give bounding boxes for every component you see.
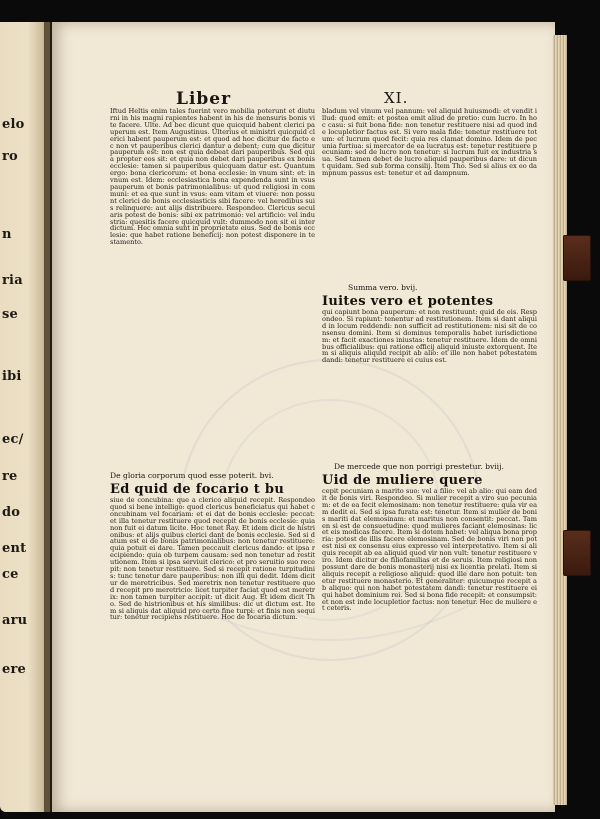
margin-fragment: ibi	[2, 369, 22, 384]
folio-number: XI.	[384, 89, 409, 107]
facing-page-left	[0, 22, 50, 812]
running-head-liber: Liber	[176, 89, 232, 109]
margin-fragment: ro	[2, 149, 18, 164]
section-heading: Iuites vero et potentes	[322, 294, 494, 309]
clasp-bottom	[563, 530, 591, 576]
margin-fragment: do	[2, 505, 21, 520]
margin-fragment: ere	[2, 662, 26, 677]
clasp-top	[563, 235, 591, 281]
text-column-left	[110, 108, 315, 759]
margin-fragment: n	[2, 227, 12, 242]
margin-fragment: se	[2, 307, 18, 322]
paragraph: bladum vel vinum vel pannum: vel aliquid huiusmodi: et vendit illud: quod emit: et postea emit aliud de pretio: cum lucro. In hoc casu: si fuit bona fide: non tenetur restituere nisi ad quod inde locupletior factus est. Si vero mala fide: tenetur restituere totum: et lucrum quod fecit: quia res clamat domino. Idem de pecunia furtiua: si mercator de ea lucratus est: tenetur restituere pecuniam: sed de lucro non tenetur: si lucrum fuit ex industria sua. Sed tamen debet de lucro aliquid pauperibus dare: ut dicunt quidam. Sed sub forma consilij. Item Tho. Sed si alius ex eo dampnum passus est: tenetur et ad dampnum.	[322, 108, 537, 178]
section-heading: Uid de muliere quere	[322, 473, 483, 488]
text-column-right	[322, 108, 537, 730]
margin-fragment: re	[2, 469, 18, 484]
margin-fragment: ce	[2, 567, 19, 582]
paragraph: cepit pecuniam a marito suo: vel a filio: vel ab alio: qui eam dedit de bonis viri. Respondeo. Si mulier recepit a viro suo pecuniam: et de ea fecit elemosinam: non tenetur restituere: quia vir eam dedit ei. Sed si ipsa furata est: tenetur. Item si mulier de bonis mariti dat elemosinam: et maritus non consentit: peccat. Tamen si est de consuetudine: quod mulieres faciant elemosinas: licet eis modicas facere. Item si dotem habet: vel aliqua bona propria: potest de illis facere elemosinam. Sed de bonis viri non potest nisi ex consensu eius expresso vel interpretativo. Item si aliquis recepit ab ea aliquid quod vir non vult: tenetur restituere viro. Idem dicitur de filiofamilias et de seruis. Item religiosi non possunt dare de bonis monasterij nisi ex licentia prelati. Item si aliquis recepit a religioso aliquid: quod ille dare non potuit: tenetur restituere monasterio. Et generaliter: quicumque recepit ab aliquo: qui non habet potestatem dandi: tenetur restituere ei qui habet dominium rei. Sed si bona fide recepit: et consumpsit: et non est inde locupletior factus: non tenetur. Hec de muliere et ceteris.	[322, 488, 537, 613]
margin-fragment: ec/	[2, 432, 24, 447]
margin-fragment: ria	[2, 273, 23, 288]
page-edges	[553, 35, 567, 805]
section-heading: Ed quid de focario t bu	[110, 482, 285, 497]
margin-fragment: elo	[2, 117, 25, 132]
paragraph: qui capiunt bona pauperum: et non restituunt: quid de eis. Respondeo. Si rapiunt: tenentur ad restitutionem. Item si dant aliquid in locum reddendi: non sufficit ad restitutionem: nisi sit de consensu domini. Item si dominus temporalis habet iurisdictionem: et facit exactiones iniustas: tenetur restituere. Idem de omnibus officialibus: qui ratione officij aliquid iniuste extorquent. Item si aliquis aliquid recipit ab alio: et ille non habet potestatem dandi: tenetur restituere ei cuius est.	[322, 309, 537, 365]
paragraph: siue de concubina: que a clerico aliquid recepit. Respondeo quod si bene intelligo: quod clericus beneficiatus qui habet concubinam vel focariam: et ei dat de bonis ecclesie: peccat: et illa tenetur restituere quod recepit de bonis ecclesie: quia non fuit ei datum licite. Hoc tenet Ray. Et idem dicit de histrionibus: et alijs quibus clerici dant de bonis ecclesie. Sed si datum est ei de bonis patrimonialibus: non tenetur restituere: quia potuit ei dare. Tamen peccauit clericus dando: et ipsa recipiendo: quia ob turpem causam: sed non tenetur ad restitutionem. Item si ipsa serviuit clerico: et pro seruitio suo recepit: non tenetur restituere. Sed si recepit ratione turpitudinis: tunc tenetur dare pauperibus: non illi qui dedit. Idem dicitur de meretricibus. Sed meretrix non tenetur restituere quod recepit pro meretricio: licet turpiter faciat quod est meretrix: non tamen turpiter accipit: ut dicit Aug. Et idem dicit Tho. Sed de histrionibus et his similibus: dic ut dictum est. Item si aliquis dat aliquid pro certo fine turpi: et finis non sequitur: tenetur recipiens restituere. Hoc de focaria dictum.	[110, 497, 315, 622]
rubric: De mercede que non porrigi prestetur. bviij.	[334, 462, 504, 471]
margin-fragment: ent	[2, 541, 27, 556]
rubric: Summa vero. bvij.	[348, 283, 418, 292]
rubric: De gloria corporum quod esse poterit. bvi.	[110, 471, 274, 480]
paragraph: Iftud Heltis enim tales fuerint vero mobilia poterunt et diuturni in his magni rapientes habent in his de mensuris bonis vite facere. Ulte. Ad bec dicunt que quicquid habent clerici pauperum est. Item Augustinus. Ulterius et ministri quicquid clerici habent pauperum est: et quod ad hoc dicitur de facto ec non vt pauperibus clerici dantur a debent; cum que dicitur pauperum est: non est quia debeat dari pauperibus. Sed quia propter eos sit: et quia non debet dari pauperibus ex bonis ecclesie: tamen si pauperibus quicquam datur est. Quantum ergo: bona clericorum: et bona ecclesie: in vnum sint: et: in vnum est. Idem: ecclesiastica bona expendenda sunt in vsus pauperum et bonis patrimonialibus: ut quod religiosi in communi: et ea que sunt in vsus: eam vitam et viuere: non possunt clerici de bonis ecclesiasticis sibi facere: vel heredibus suis relinquere: aut alijs distribuere. Respondeo. Clericus secularis potest de bonis: sibi ex patrimonio: vel artificio: vel industria: quesitis facere quicquid vult: dummodo non sit ei interdictum. Hec omnia sunt in proprietate eius. Sed de bonis ecclesie: que habet ratione beneficij: non potest disponere in testamento.	[110, 108, 315, 247]
margin-fragment: aru	[2, 613, 28, 628]
